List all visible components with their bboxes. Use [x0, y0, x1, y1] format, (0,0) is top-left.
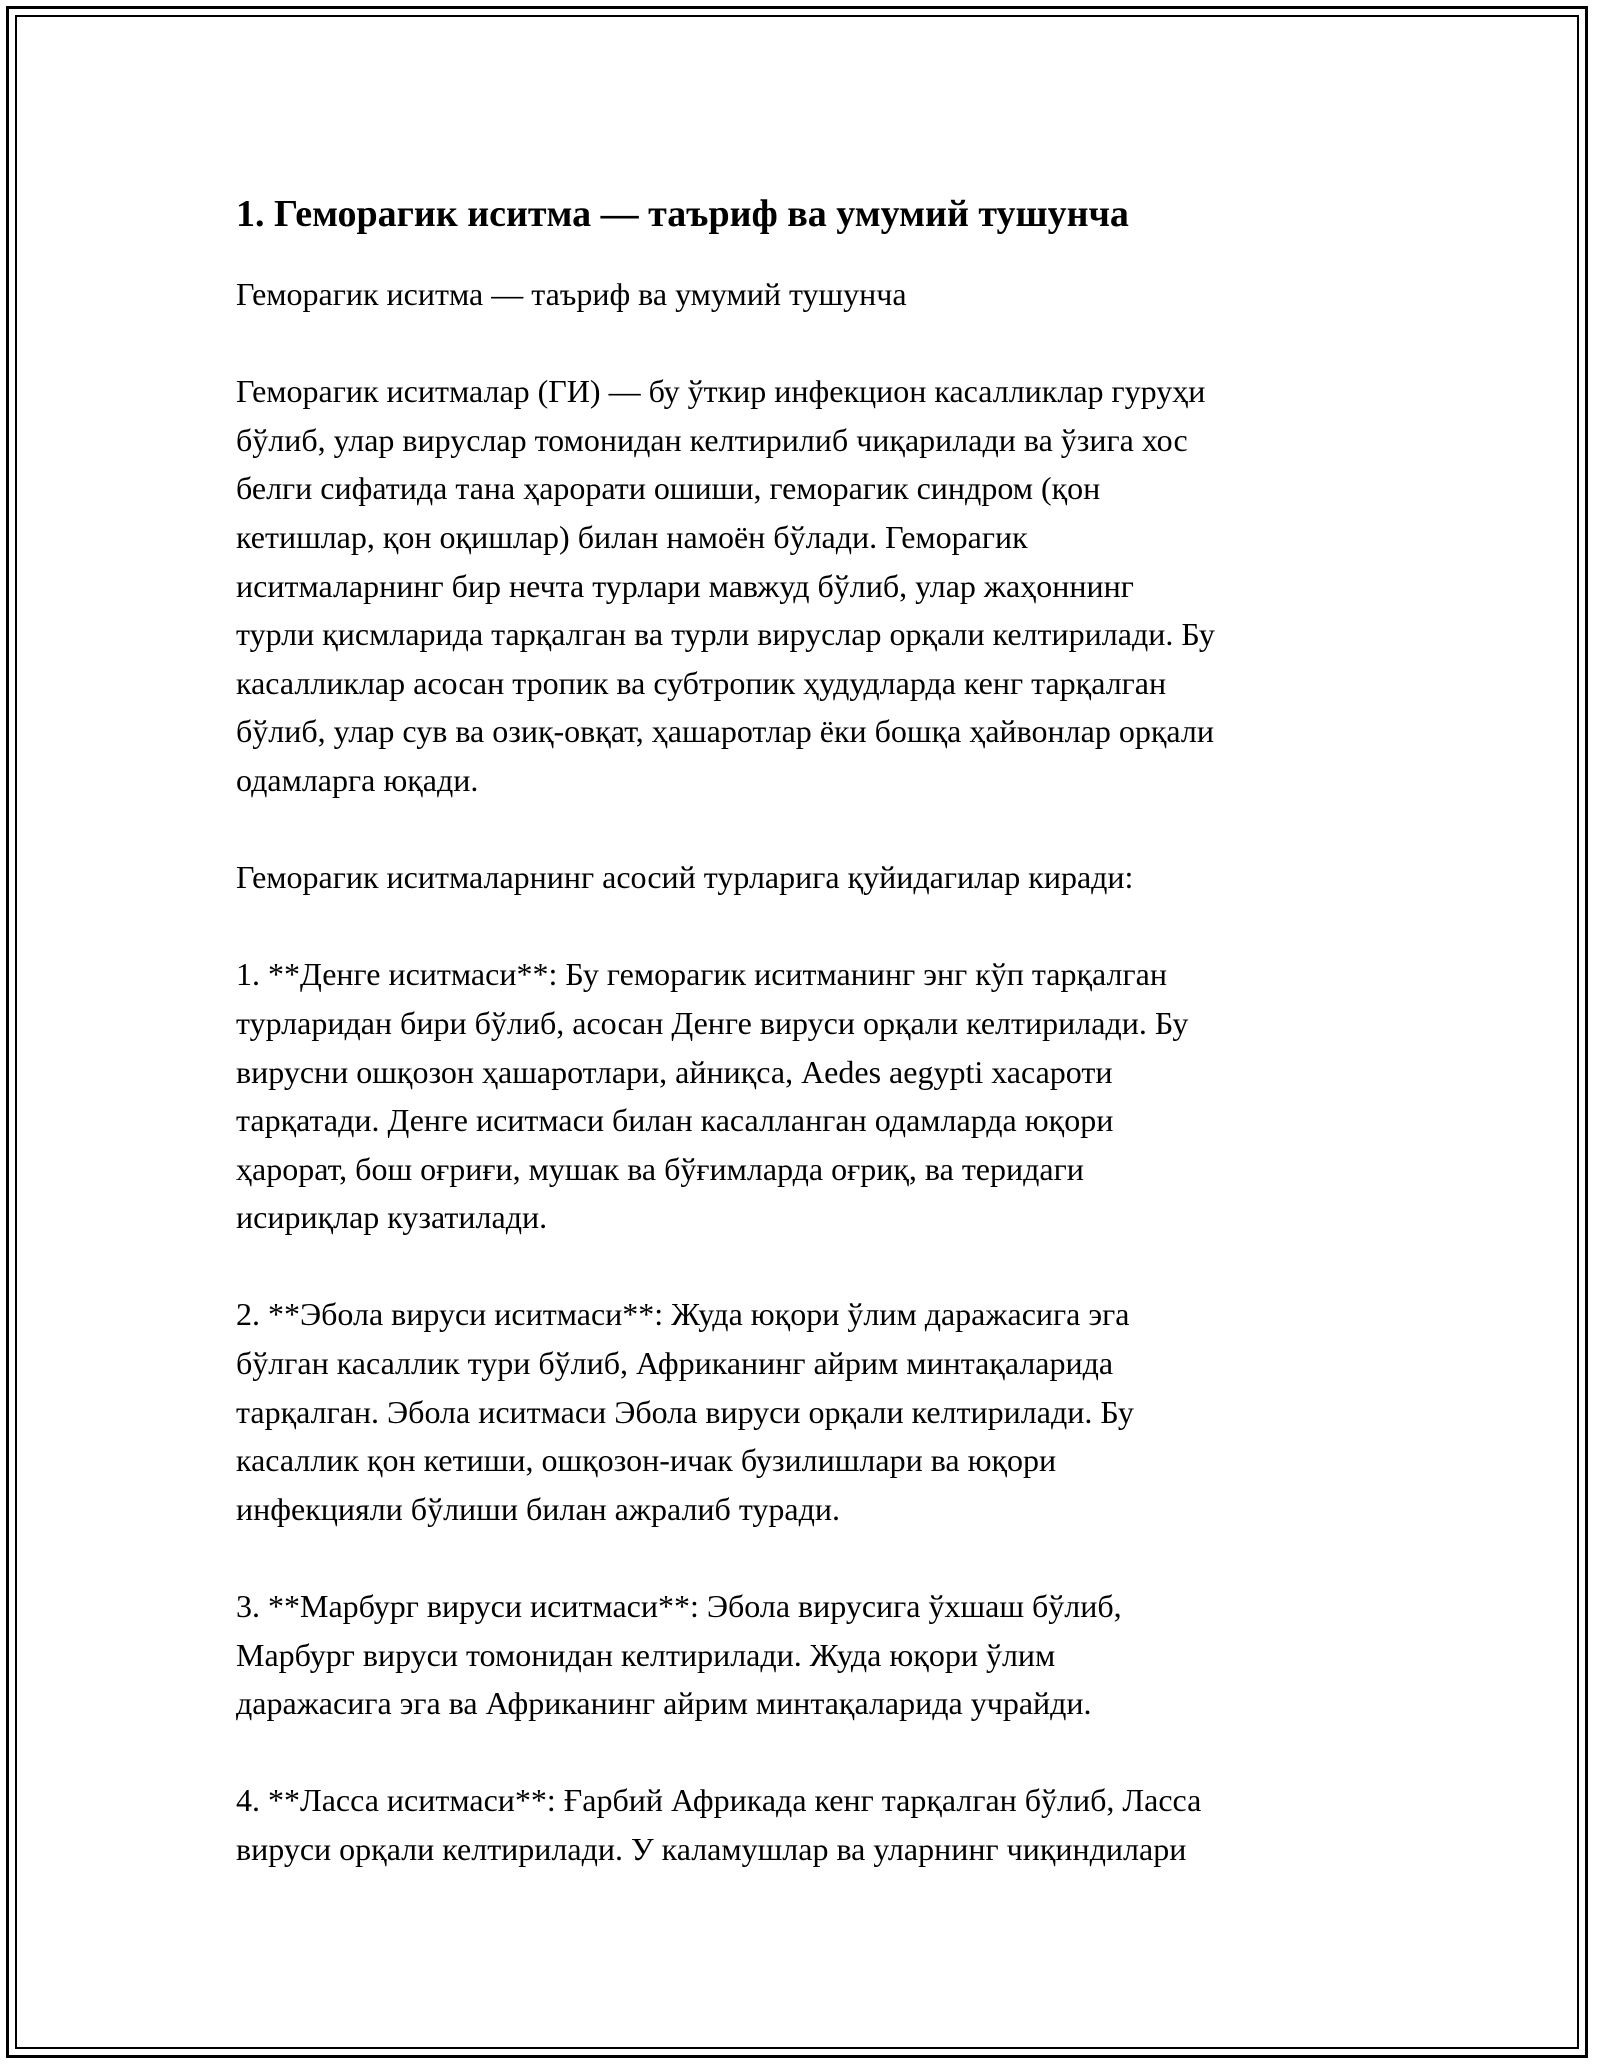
list-item-marburg — [236, 1582, 1376, 1728]
text-line: белги сифатида тана ҳарорати ошиши, геморагик синдром (қон — [236, 470, 1101, 507]
list-item-dengue — [236, 950, 1376, 1242]
text-line: тарқалган. Эбола иситмаси Эбола вируси орқали келтирилади. Бу — [236, 1393, 1134, 1430]
list-item-ebola — [236, 1290, 1376, 1533]
text-line: даражасига эга ва Африканинг айрим минтақаларида учрайди. — [236, 1685, 1092, 1722]
text-line: 3. **Марбург вируси иситмаси**: Эбола вирусига ўхшаш бўлиб, — [236, 1588, 1122, 1625]
text-line: 4. **Ласса иситмаси**: Ғарбий Африкада кенг тарқалган бўлиб, Ласса — [236, 1782, 1202, 1819]
list-item-lassa — [236, 1776, 1376, 1873]
text-line: турли қисмларида тарқалган ва турли вируслар орқали келтирилади. Бу — [236, 616, 1215, 653]
text-line: инфекцияли бўлиши билан ажралиб туради. — [236, 1490, 840, 1527]
paragraph-types-intro — [236, 853, 1376, 902]
text-line: касалликлар асосан тропик ва субтропик ҳудудларда кенг тарқалган — [236, 664, 1167, 701]
text-line: бўлиб, улар сув ва озиқ-овқат, ҳашаротлар ёки бошқа ҳайвонлар орқали — [236, 713, 1214, 750]
section-subtitle: Геморагик иситма — таъриф ва умумий тушунча — [236, 276, 907, 312]
paragraph-intro — [236, 367, 1376, 804]
text-line: исириқлар кузатилади. — [236, 1199, 548, 1236]
text-line: касаллик қон кетиши, ошқозон-ичак бузилишлари ва юқори — [236, 1442, 1057, 1479]
document-body — [236, 186, 1376, 1874]
text-line: кетишлар, қон оқишлар) билан намоён бўлади. Геморагик — [236, 518, 1028, 555]
text-line: вирусни ошқозон ҳашаротлари, айниқса, Aedes aegypti хасароти — [236, 1053, 1113, 1090]
text-line: одамларга юқади. — [236, 761, 479, 798]
text-line: Геморагик иситмаларнинг асосий турларига қуйидагилар киради: — [236, 859, 1134, 896]
text-line: бўлган касаллик тури бўлиб, Африканинг айрим минтақаларида — [236, 1345, 1114, 1382]
text-line: иситмаларнинг бир нечта турлари мавжуд бўлиб, улар жаҳоннинг — [236, 567, 1134, 604]
text-line: тарқатади. Денге иситмаси билан касалланган одамларда юқори — [236, 1102, 1114, 1139]
section-heading: 1. Геморагик иситма — таъриф ва умумий тушунча — [236, 193, 1129, 235]
text-line: вируси орқали келтирилади. У каламушлар ва уларнинг чиқиндилари — [236, 1831, 1187, 1867]
text-line: Марбург вируси томонидан келтирилади. Жуда юқори ўлим — [236, 1636, 1056, 1673]
text-line: 2. **Эбола вируси иситмаси**: Жуда юқори ўлим даражасига эга — [236, 1296, 1130, 1333]
text-line: ҳарорат, бош оғриғи, мушак ва бўғимларда оғриқ, ва теридаги — [236, 1150, 1084, 1187]
text-line: турларидан бири бўлиб, асосан Денге вируси орқали келтирилади. Бу — [236, 1004, 1189, 1041]
text-line: Геморагик иситмалар (ГИ) — бу ўткир инфекцион касалликлар гуруҳи — [236, 373, 1206, 410]
text-line: 1. **Денге иситмаси**: Бу геморагик иситманинг энг кўп тарқалган — [236, 956, 1167, 993]
text-line: бўлиб, улар вируслар томонидан келтирилиб чиқарилади ва ўзига хос — [236, 421, 1188, 458]
